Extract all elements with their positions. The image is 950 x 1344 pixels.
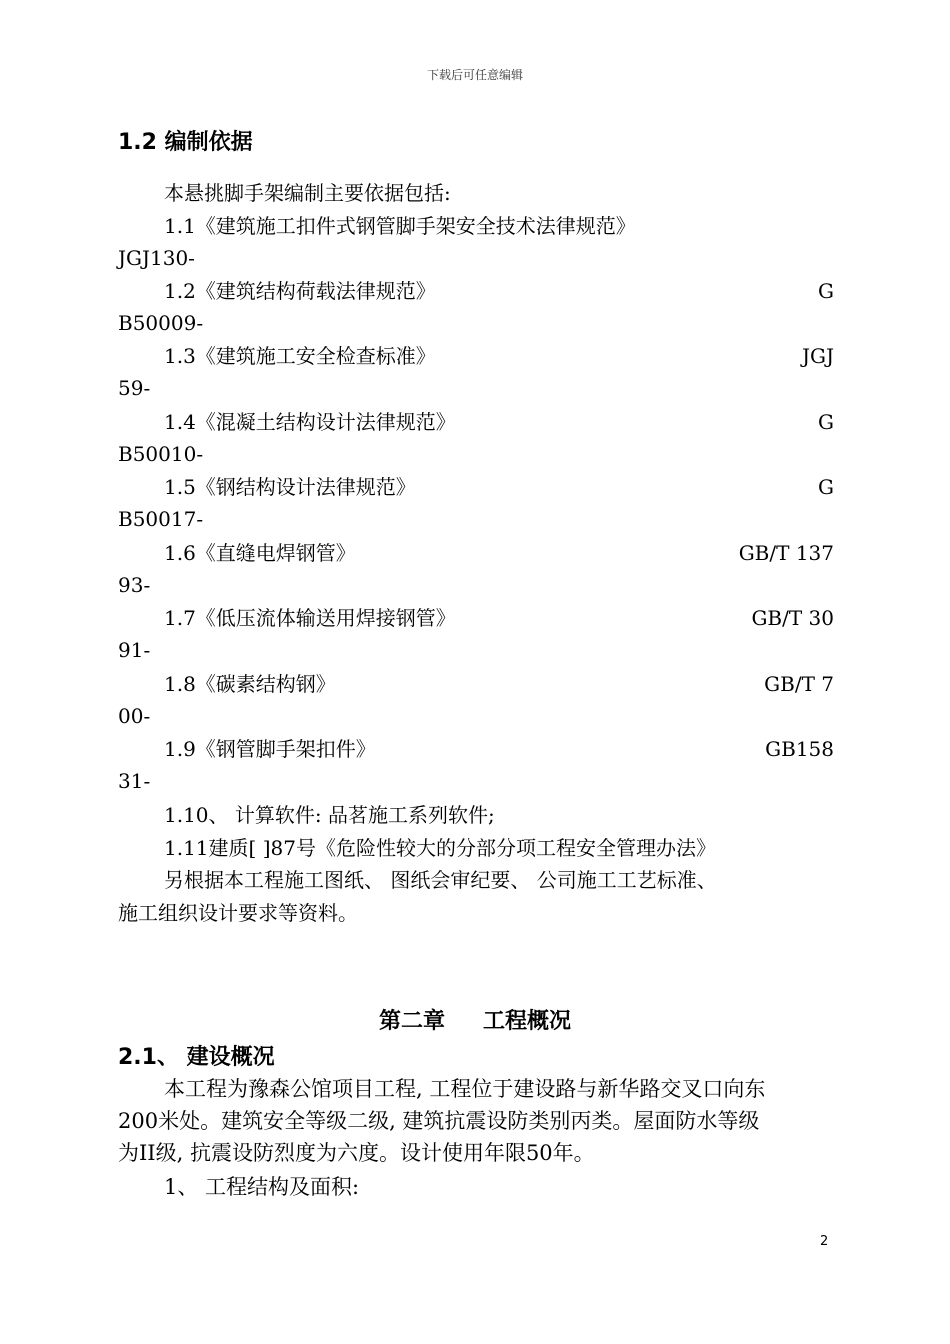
section-title: 1.2 编制依据	[118, 130, 253, 155]
reference-continuation: B50017-	[118, 507, 204, 531]
reference-name: 1.2《建筑结构荷载法律规范》	[164, 279, 436, 303]
intro-text: 本悬挑脚手架编制主要依据包括:	[164, 181, 451, 205]
closing-text-2: 施工组织设计要求等资料。	[118, 901, 358, 925]
reference-item	[164, 537, 834, 569]
reference-code: JGJ	[801, 344, 834, 368]
overview-line-2: 200米处。建筑安全等级二级, 建筑抗震设防类别丙类。屋面防水等级	[118, 1109, 760, 1133]
chapter-title: 工程概况	[483, 1009, 572, 1034]
reference-code: GB/T 137	[738, 541, 834, 565]
reference-continuation: 93-	[118, 573, 151, 597]
reference-item	[164, 602, 834, 634]
overview-line-3: 为II级, 抗震设防烈度为六度。设计使用年限50年。	[118, 1141, 595, 1165]
subsection-title: 2.1、 建设概况	[118, 1045, 275, 1070]
software-line: 1.10、 计算软件: 品茗施工系列软件;	[164, 803, 495, 827]
regulation-line: 1.11建质[ ]87号《危险性较大的分部分项工程安全管理办法》	[164, 836, 716, 860]
reference-name: 1.3《建筑施工安全检查标准》	[164, 344, 436, 368]
reference-name: 1.7《低压流体输送用焊接钢管》	[164, 606, 456, 630]
page-number: 2	[820, 1234, 829, 1249]
reference-code: G	[818, 410, 834, 434]
reference-name: 1.8《碳素结构钢》	[164, 672, 336, 696]
reference-name: 1.5《钢结构设计法律规范》	[164, 475, 416, 499]
page-header: 下载后可任意编辑	[426, 68, 523, 82]
reference-continuation: 00-	[118, 704, 151, 728]
reference-code: GB/T 7	[764, 672, 834, 696]
reference-continuation: JGJ130-	[118, 246, 195, 270]
closing-text-1: 另根据本工程施工图纸、 图纸会审纪要、 公司施工工艺标准、	[164, 868, 717, 892]
reference-name: 1.4《混凝土结构设计法律规范》	[164, 410, 456, 434]
structure-item: 1、 工程结构及面积:	[164, 1175, 360, 1199]
reference-item	[164, 406, 834, 438]
reference-continuation: B50010-	[118, 442, 204, 466]
reference-item	[164, 210, 834, 242]
chapter-number: 第二章	[378, 1009, 445, 1034]
reference-continuation: 31-	[118, 769, 151, 793]
reference-name: 1.1《建筑施工扣件式钢管脚手架安全技术法律规范》	[164, 214, 636, 238]
reference-item	[164, 275, 834, 307]
reference-item	[164, 668, 834, 700]
reference-continuation: 59-	[118, 376, 151, 400]
reference-name: 1.6《直缝电焊钢管》	[164, 541, 356, 565]
reference-continuation: B50009-	[118, 311, 204, 335]
reference-item	[164, 471, 834, 503]
reference-code: GB/T 30	[751, 606, 834, 630]
chapter-heading	[0, 1004, 950, 1035]
overview-line-1: 本工程为豫森公馆项目工程, 工程位于建设路与新华路交叉口向东	[164, 1077, 766, 1101]
reference-item	[164, 340, 834, 372]
reference-code: G	[818, 279, 834, 303]
reference-continuation: 91-	[118, 638, 151, 662]
reference-code: GB158	[765, 737, 834, 761]
reference-code: G	[818, 475, 834, 499]
reference-name: 1.9《钢管脚手架扣件》	[164, 737, 376, 761]
reference-item	[164, 733, 834, 765]
